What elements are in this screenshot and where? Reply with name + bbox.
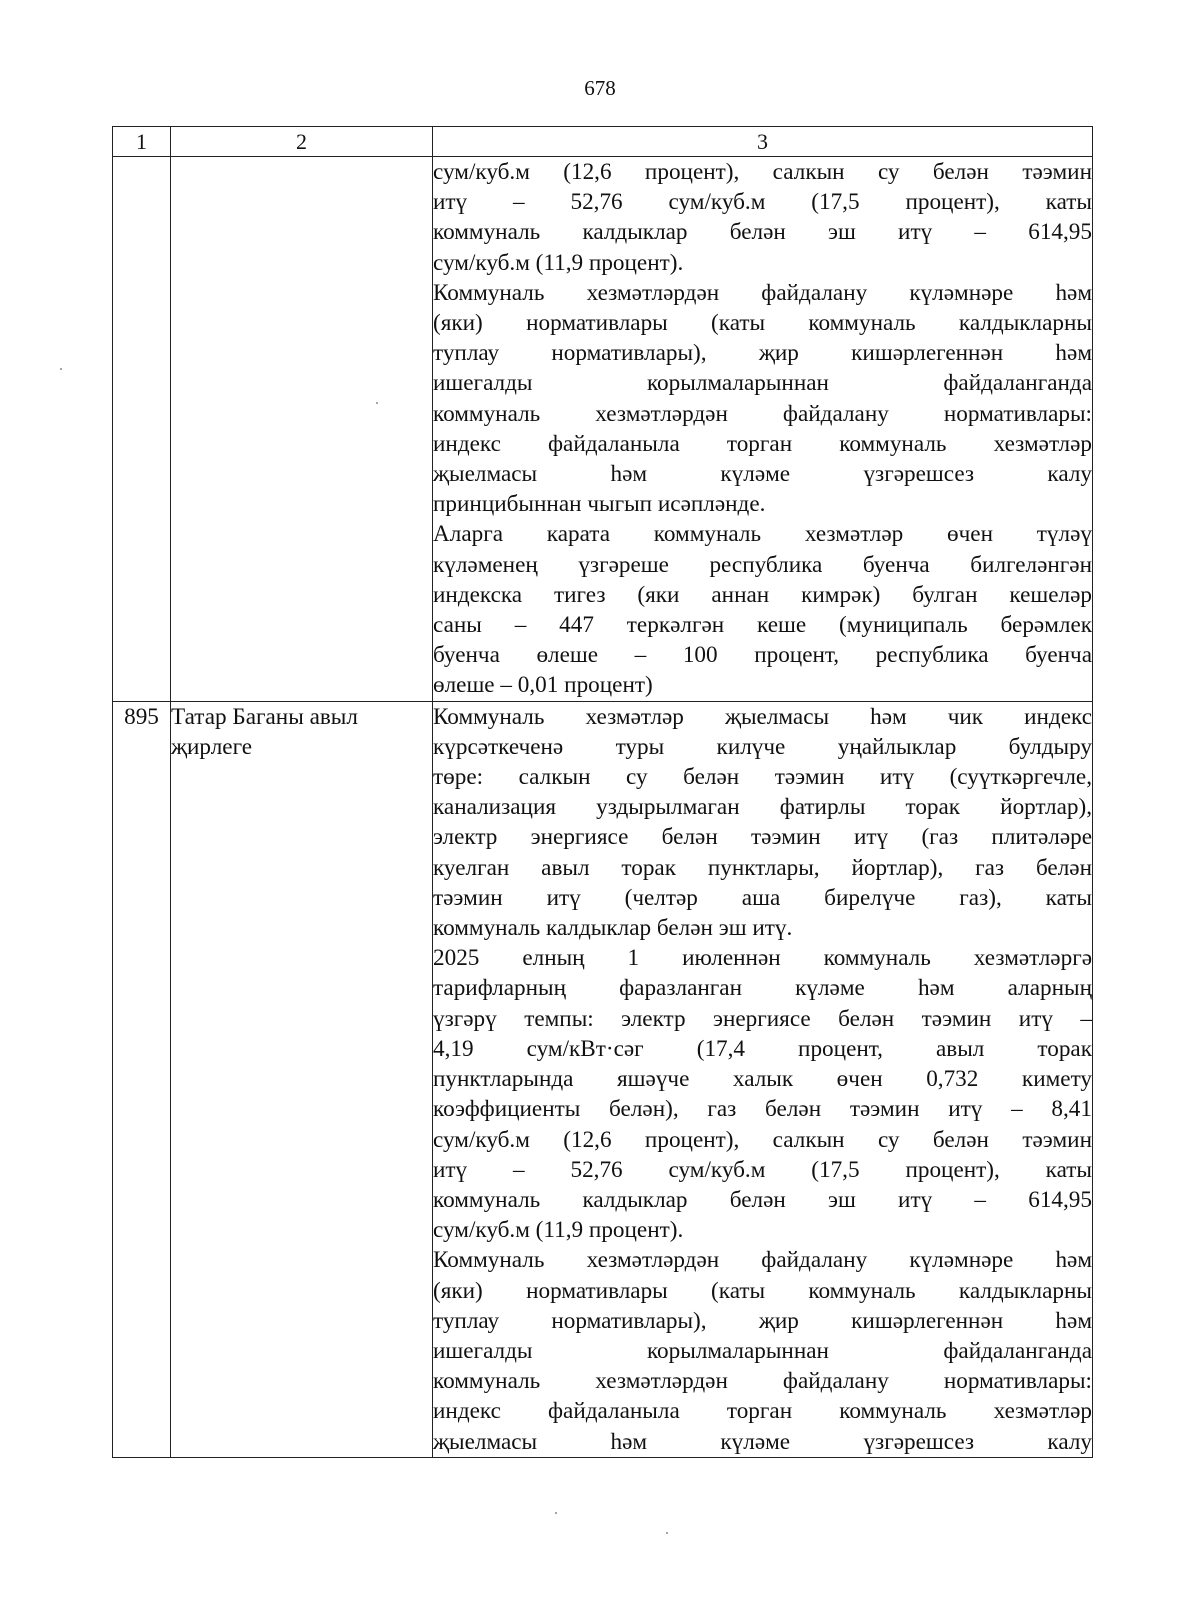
text-line: Аларга карата коммуналь хезмәтләр өчен түләү [433, 521, 1092, 548]
text-line: (яки) нормативлары (каты коммуналь калдыкларны [433, 1277, 1092, 1304]
scan-speck [666, 1532, 668, 1534]
text-line: күрсәткеченә туры килүче уңайлыклар булдыру [433, 733, 1092, 760]
text-line: сум/куб.м (12,6 процент), салкын су белән тәэмин [433, 1126, 1092, 1153]
text-line: җыелмасы һәм күләме үзгәрешсез калу [433, 461, 1092, 488]
text-line: коммуналь хезмәтләрдән файдалану нормативлары: [433, 1368, 1092, 1395]
row-number-cell [113, 157, 171, 702]
column-header-2: 2 [171, 127, 433, 157]
text-line: ишегалды корылмаларыннан файдаланганда [433, 1337, 1092, 1364]
text-line: Коммуналь хезмәтләрдән файдалану күләмнәре һәм [433, 1247, 1092, 1274]
text-line: төре: салкын су белән тәэмин итү (суүткәргечле, [433, 764, 1092, 791]
page-number: 678 [584, 76, 616, 100]
text-line: өлеше – 0,01 процент) [433, 672, 653, 699]
text-line: туплау нормативлары), җир кишәрлегеннән һәм [433, 1307, 1092, 1334]
text-line: сум/куб.м (11,9 процент). [433, 1217, 684, 1244]
text-line: сум/куб.м (12,6 процент), салкын су белән тәэмин [433, 159, 1092, 185]
settlement-name-cell [171, 157, 433, 702]
text-line: коммуналь хезмәтләрдән файдалану нормативлары: [433, 400, 1092, 427]
text-line: күләменең үзгәреше республика буенча билгеләнгән [433, 551, 1092, 578]
text-line: индекс файдаланыла торган коммуналь хезмәтләр [433, 430, 1092, 457]
text-line: коэффициенты белән), газ белән тәэмин итү – 8,41 [433, 1096, 1092, 1123]
text-line: коммуналь калдыклар белән эш итү. [433, 915, 793, 942]
text-line: үзгәрү темпы: электр энергиясе белән тәэмин итү – [433, 1005, 1092, 1032]
text-line: буенча өлеше – 100 процент, республика буенча [433, 642, 1092, 669]
text-line: итү – 52,76 сум/куб.м (17,5 процент), каты [433, 1156, 1092, 1183]
scan-speck [376, 402, 378, 404]
row-number-cell: 895 [113, 701, 171, 1457]
document-table [112, 126, 1093, 1458]
text-line: тарифларның фаразланган күләме һәм аларның [433, 975, 1092, 1002]
text-line: Коммуналь хезмәтләрдән файдалану күләмнәре һәм [433, 279, 1092, 306]
column-header-1: 1 [113, 127, 171, 157]
text-line: ишегалды корылмаларыннан файдаланганда [433, 370, 1092, 397]
text-line: коммуналь калдыклар белән эш итү – 614,95 [433, 1186, 1092, 1213]
text-line: электр энергиясе белән тәэмин итү (газ плитәләре [433, 824, 1092, 851]
text-line: туплау нормативлары), җир кишәрлегеннән һәм [433, 340, 1092, 367]
text-line: Коммуналь хезмәтләр җыелмасы һәм чик индекс [433, 703, 1092, 730]
text-line: җыелмасы һәм күләме үзгәрешсез калу [433, 1428, 1092, 1455]
text-line: канализация уздырылмаган фатирлы торак йортлар), [433, 794, 1092, 821]
table-row [113, 157, 1093, 702]
scan-speck [555, 1512, 557, 1514]
text-line: индекска тигез (яки аннан кимрәк) булган кешеләр [433, 581, 1092, 608]
column-header-3: 3 [433, 127, 1093, 157]
table-header-row [113, 127, 1093, 157]
description-cell [433, 157, 1093, 702]
text-line: 4,19 сум/кВт·сәг (17,4 процент, авыл торак [433, 1035, 1092, 1062]
scan-speck [60, 368, 62, 370]
text-line: 2025 елның 1 июленнән коммуналь хезмәтләргә [433, 945, 1092, 972]
table-row [113, 701, 1093, 1457]
text-line: саны – 447 теркәлгән кеше (муниципаль берәмлек [433, 612, 1092, 639]
text-line: итү – 52,76 сум/куб.м (17,5 процент), каты [433, 189, 1092, 216]
text-line: сум/куб.м (11,9 процент). [433, 249, 684, 276]
text-line: пунктларында яшәүче халык өчен 0,732 кимету [433, 1066, 1092, 1093]
text-line: коммуналь калдыклар белән эш итү – 614,95 [433, 219, 1092, 246]
text-line: куелган авыл торак пунктлары, йортлар), газ белән [433, 854, 1092, 881]
text-line: тәэмин итү (челтәр аша бирелүче газ), каты [433, 884, 1092, 911]
text-line: индекс файдаланыла торган коммуналь хезмәтләр [433, 1398, 1092, 1425]
description-cell [433, 701, 1093, 1457]
text-line: (яки) нормативлары (каты коммуналь калдыкларны [433, 310, 1092, 337]
settlement-name-cell: Татар Баганы авыл җирлеге [171, 701, 433, 1457]
table-body [113, 157, 1093, 1458]
text-line: принцибыннан чыгып исәпләнде. [433, 491, 766, 518]
